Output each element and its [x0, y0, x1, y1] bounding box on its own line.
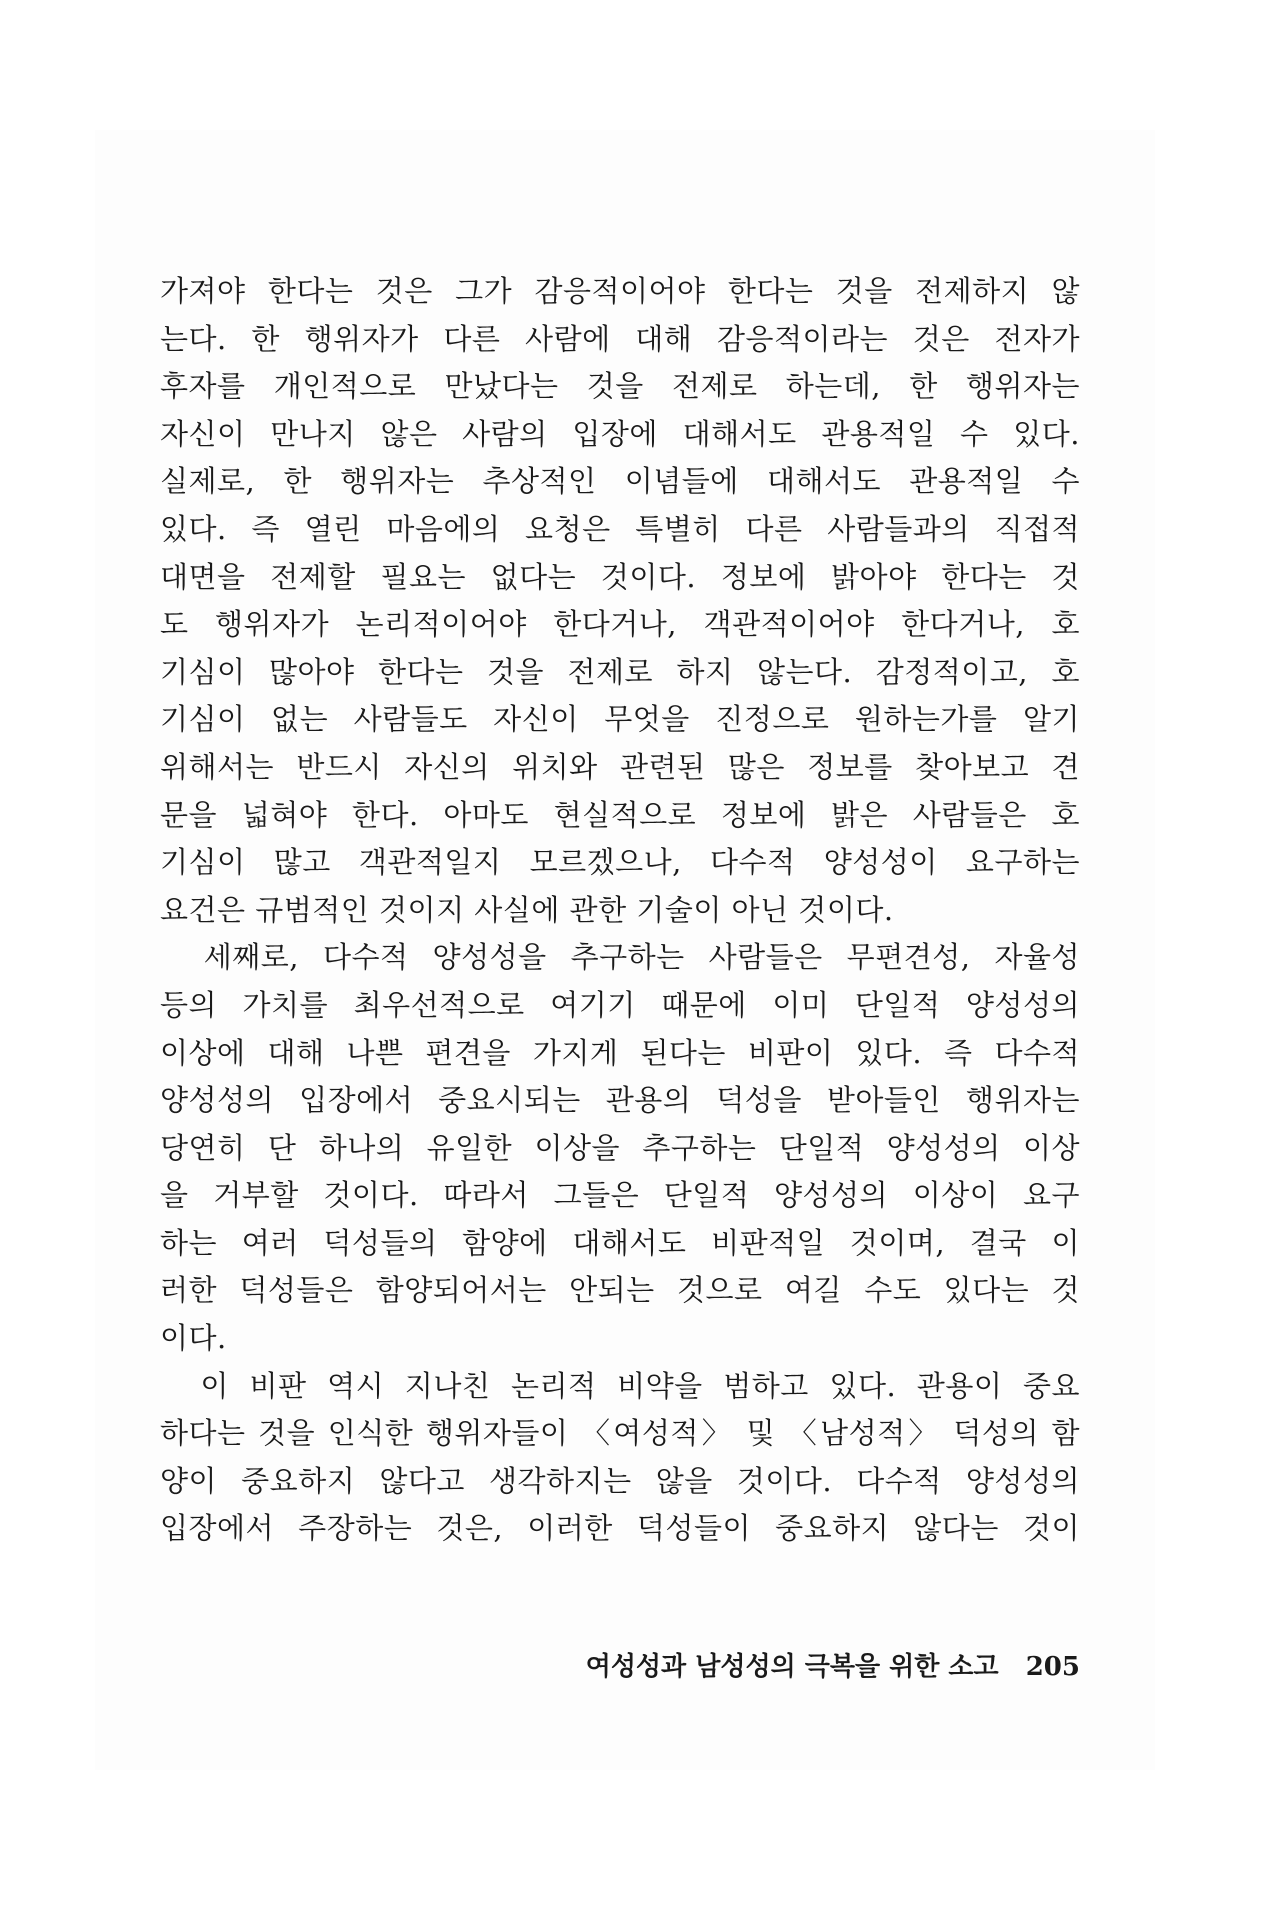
text-line: 러한 덕성들은 함양되어서는 안되는 것으로 여길 수도 있다는 것	[160, 1273, 1080, 1308]
text-line: 이 비판 역시 지나친 논리적 비약을 범하고 있다. 관용이 중요	[160, 1368, 1080, 1403]
body-text	[160, 268, 1080, 1553]
text-line: 도 행위자가 논리적이어야 한다거나, 객관적이어야 한다거나, 호	[160, 607, 1080, 642]
text-line: 후자를 개인적으로 만났다는 것을 전제로 하는데, 한 행위자는	[160, 369, 1080, 404]
text-line: 요건은 규범적인 것이지 사실에 관한 기술이 아닌 것이다.	[160, 892, 894, 927]
text-line: 기심이 많아야 한다는 것을 전제로 하지 않는다. 감정적이고, 호	[160, 654, 1080, 689]
text-line: 가져야 한다는 것은 그가 감응적이어야 한다는 것을 전제하지 않	[160, 274, 1080, 308]
page-footer	[160, 1646, 1080, 1683]
text-line: 당연히 단 하나의 유일한 이상을 추구하는 단일적 양성성의 이상	[160, 1130, 1080, 1165]
text-line: 실제로, 한 행위자는 추상적인 이념들에 대해서도 관용적일 수	[160, 464, 1080, 499]
text-line: 양이 중요하지 않다고 생각하지는 않을 것이다. 다수적 양성성의	[160, 1463, 1080, 1498]
text-line: 양성성의 입장에서 중요시되는 관용의 덕성을 받아들인 행위자는	[160, 1083, 1080, 1118]
text-line: 문을 넓혀야 한다. 아마도 현실적으로 정보에 밝은 사람들은 호	[160, 797, 1080, 832]
text-line: 기심이 없는 사람들도 자신이 무엇을 진정으로 원하는가를 알기	[160, 702, 1080, 737]
text-line: 을 거부할 것이다. 따라서 그들은 단일적 양성성의 이상이 요구	[160, 1178, 1080, 1213]
text-line: 입장에서 주장하는 것은, 이러한 덕성들이 중요하지 않다는 것이	[160, 1511, 1080, 1546]
page-number: 205	[1025, 1652, 1080, 1682]
text-line: 세째로, 다수적 양성성을 추구하는 사람들은 무편견성, 자율성	[160, 940, 1080, 975]
text-line: 이다.	[160, 1321, 227, 1356]
text-line: 하는 여러 덕성들의 함양에 대해서도 비판적일 것이며, 결국 이	[160, 1225, 1080, 1260]
text-line: 자신이 만나지 않은 사람의 입장에 대해서도 관용적일 수 있다.	[160, 416, 1080, 451]
text-line: 등의 가치를 최우선적으로 여기기 때문에 이미 단일적 양성성의	[160, 987, 1080, 1022]
text-line: 대면을 전제할 필요는 없다는 것이다. 정보에 밝아야 한다는 것	[160, 559, 1080, 594]
text-line: 는다. 한 행위자가 다른 사람에 대해 감응적이라는 것은 전자가	[160, 321, 1080, 356]
text-line: 기심이 많고 객관적일지 모르겠으나, 다수적 양성성이 요구하는	[160, 845, 1080, 880]
text-line: 위해서는 반드시 자신의 위치와 관련된 많은 정보를 찾아보고 견	[160, 749, 1080, 784]
text-line: 이상에 대해 나쁜 편견을 가지게 된다는 비판이 있다. 즉 다수적	[160, 1035, 1080, 1070]
running-title: 여성성과 남성성의 극복을 위한 소고	[585, 1652, 999, 1682]
text-line: 있다. 즉 열린 마음에의 요청은 특별히 다른 사람들과의 직접적	[160, 511, 1080, 546]
text-line: 하다는 것을 인식한 행위자들이 〈여성적〉 및 〈남성적〉 덕성의 함	[160, 1416, 1080, 1451]
